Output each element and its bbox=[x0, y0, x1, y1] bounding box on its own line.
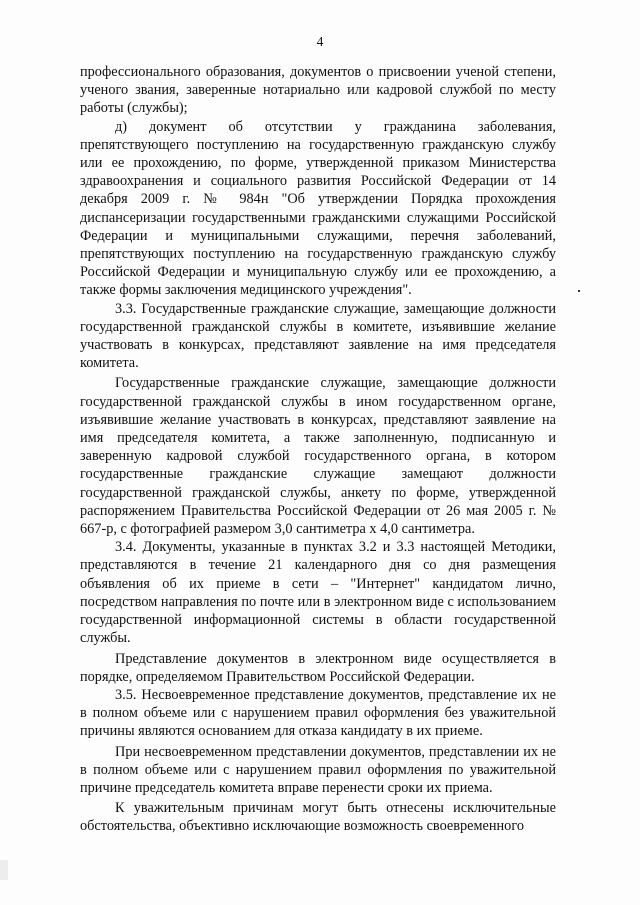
paragraph-3-5: 3.5. Несвоевременное представление документов, представление их не в полном объеме или с нарушением правил оформления без уважительной причины являются основанием для отказа кандидату в их приеме. bbox=[80, 686, 556, 740]
paragraph-late-submission: При несвоевременном представлении документов, представлении их не в полном объеме или с нарушением правил оформления по уважительной причине председатель комитета вправе перенести сроки их приема. bbox=[80, 743, 556, 796]
paragraph-item-d: д) документ об отсутствии у гражданина заболевания, препятствующего поступлению на государственную гражданскую службу или ее прохождению, по форме, утвержденной приказом Министерства здравоохранения и социального развития Российской Федерации от 14 декабря 2009 г. № 984н "Об утверждении Порядка прохождения диспансеризации государственными гражданскими служащими Российской Федерации и муниципальными служащими, перечня заболеваний, препятствующих поступлению на государственную гражданскую службу Российской Федерации и муниципальную службу или ее прохождению, а также формы заключения медицинского учреждения". bbox=[80, 118, 556, 299]
paragraph-3-3: 3.3. Государственные гражданские служащие, замещающие должности государственной гражданской службы в комитете, изъявившие желание участвовать в конкурсах, представляют заявление на имя председателя комитета. bbox=[80, 300, 556, 372]
paragraph-other-organ-servants: Государственные гражданские служащие, замещающие должности государственной гражданской службы в ином государственном органе, изъявившие желание участвовать в конкурсах, представляют заявление на имя председателя комитета, а также заполненную, подписанную и заверенную кадровой службой государственного органа, в котором государственные гражданские служащие замещают должности государственной гражданской службы, анкету по форме, утвержденной распоряжением Правительства Российской Федерации от 26 мая 2005 г. № 667-р, с фотографией размером 3,0 сантиметра х 4,0 сантиметра. bbox=[80, 375, 556, 538]
paragraph-valid-reasons: К уважительным причинам могут быть отнесены исключительные обстоятельства, объективно исключающие возможность своевременного bbox=[80, 800, 556, 835]
stray-mark bbox=[578, 290, 580, 292]
paragraph-continuation: профессионального образования, документов о присвоении ученой степени, ученого звания, заверенные нотариально или кадровой службой по месту работы (службы); bbox=[80, 64, 556, 117]
page-number: 4 bbox=[316, 34, 324, 49]
paragraph-electronic-submission: Представление документов в электронном виде осуществляется в порядке, определяемом Правительством Российской Федерации. bbox=[80, 650, 556, 685]
scan-edge-mark bbox=[0, 860, 8, 880]
document-body bbox=[80, 63, 556, 836]
paragraph-3-4: 3.4. Документы, указанные в пунктах 3.2 и 3.3 настоящей Методики, представляются в течение 21 календарного дня со дня размещения объявления об их приеме в сети – "Интернет" кандидатом лично, посредством направления по почте или в электронном виде с использованием государственной информационной системы в области государственной службы. bbox=[80, 539, 556, 647]
